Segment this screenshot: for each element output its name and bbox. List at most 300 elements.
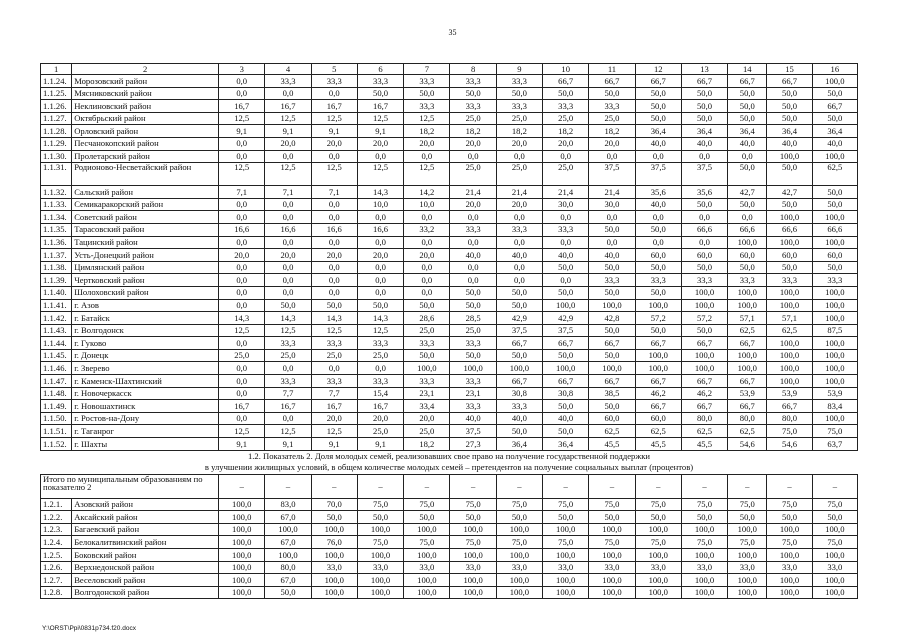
value-cell: 50,0	[728, 100, 767, 113]
value-cell: 100,0	[767, 337, 812, 350]
row-code: 1.2.2.	[41, 511, 72, 524]
value-cell: 0,0	[311, 274, 357, 287]
value-cell: 75,0	[635, 498, 681, 511]
value-cell: 50,0	[681, 87, 727, 100]
value-cell: 33,0	[404, 561, 450, 574]
value-cell: 20,0	[543, 137, 589, 150]
value-cell: 37,5	[450, 425, 496, 438]
value-cell: 100,0	[812, 211, 857, 224]
total-value-cell: –	[543, 474, 589, 498]
row-code: 1.2.1.	[41, 498, 72, 511]
value-cell: 50,0	[681, 112, 727, 125]
row-code: 1.1.34.	[41, 211, 72, 224]
column-number-header: 2	[72, 64, 219, 75]
value-cell: 100,0	[450, 549, 496, 562]
value-cell: 33,3	[496, 223, 542, 236]
value-cell: 50,0	[450, 349, 496, 362]
row-name: Веселовский район	[72, 574, 219, 587]
value-cell: 66,7	[589, 75, 635, 88]
value-cell: 66,7	[543, 75, 589, 88]
value-cell: 33,3	[450, 100, 496, 113]
value-cell: 0,0	[496, 211, 542, 224]
row-code: 1.2.3.	[41, 523, 72, 536]
total-value-cell: –	[311, 474, 357, 498]
value-cell: 50,0	[812, 112, 857, 125]
value-cell: 75,0	[543, 498, 589, 511]
value-cell: 75,0	[812, 536, 857, 549]
total-value-cell: –	[265, 474, 311, 498]
value-cell: 0,0	[265, 362, 311, 375]
row-code: 1.1.45.	[41, 349, 72, 362]
value-cell: 100,0	[589, 299, 635, 312]
row-code: 1.1.32.	[41, 186, 72, 199]
value-cell: 100,0	[589, 586, 635, 599]
table-row	[41, 150, 858, 163]
value-cell: 100,0	[767, 349, 812, 362]
value-cell: 50,0	[812, 87, 857, 100]
value-cell: 100,0	[635, 299, 681, 312]
value-cell: 75,0	[635, 536, 681, 549]
value-cell: 100,0	[635, 586, 681, 599]
value-cell: 75,0	[450, 498, 496, 511]
value-cell: 21,4	[589, 186, 635, 199]
value-cell: 66,7	[635, 400, 681, 413]
value-cell: 50,0	[543, 349, 589, 362]
table-row	[41, 498, 858, 511]
value-cell: 50,0	[496, 349, 542, 362]
row-name: г. Новочеркасск	[72, 387, 219, 400]
value-cell: 0,0	[219, 150, 265, 163]
table-row	[41, 549, 858, 562]
column-number-row	[41, 64, 858, 75]
table-row	[41, 511, 858, 524]
value-cell: 50,0	[635, 223, 681, 236]
value-cell: 7,1	[311, 186, 357, 199]
row-name: г. Каменск-Шахтинский	[72, 375, 219, 388]
row-name: Орловский район	[72, 125, 219, 138]
value-cell: 100,0	[767, 211, 812, 224]
table-row	[41, 274, 858, 287]
value-cell: 50,0	[767, 511, 812, 524]
value-cell: 14,3	[219, 312, 265, 325]
value-cell: 12,5	[404, 163, 450, 186]
value-cell: 20,0	[450, 137, 496, 150]
value-cell: 40,0	[589, 249, 635, 262]
value-cell: 100,0	[728, 286, 767, 299]
value-cell: 50,0	[767, 87, 812, 100]
value-cell: 9,1	[265, 125, 311, 138]
value-cell: 0,0	[219, 412, 265, 425]
value-cell: 50,0	[728, 87, 767, 100]
value-cell: 0,0	[589, 211, 635, 224]
value-cell: 33,0	[450, 561, 496, 574]
value-cell: 50,0	[496, 425, 542, 438]
value-cell: 42,9	[496, 312, 542, 325]
value-cell: 33,0	[496, 561, 542, 574]
value-cell: 33,3	[450, 375, 496, 388]
value-cell: 25,0	[450, 324, 496, 337]
value-cell: 0,0	[219, 211, 265, 224]
value-cell: 100,0	[543, 549, 589, 562]
value-cell: 50,0	[589, 261, 635, 274]
value-cell: 25,0	[357, 425, 403, 438]
value-cell: 75,0	[404, 498, 450, 511]
value-cell: 14,3	[311, 312, 357, 325]
value-cell: 0,0	[450, 236, 496, 249]
value-cell: 18,2	[404, 438, 450, 451]
value-cell: 100,0	[219, 536, 265, 549]
value-cell: 100,0	[635, 349, 681, 362]
value-cell: 0,0	[404, 274, 450, 287]
value-cell: 60,0	[635, 249, 681, 262]
value-cell: 25,0	[357, 349, 403, 362]
value-cell: 16,7	[219, 400, 265, 413]
value-cell: 16,6	[311, 223, 357, 236]
value-cell: 33,3	[450, 75, 496, 88]
value-cell: 18,2	[450, 125, 496, 138]
value-cell: 45,5	[589, 438, 635, 451]
row-name: г. Батайск	[72, 312, 219, 325]
value-cell: 100,0	[219, 498, 265, 511]
value-cell: 50,0	[496, 286, 542, 299]
value-cell: 50,0	[681, 324, 727, 337]
value-cell: 50,0	[450, 286, 496, 299]
row-code: 1.1.44.	[41, 337, 72, 350]
table-row	[41, 261, 858, 274]
row-name: Мясниковский район	[72, 87, 219, 100]
value-cell: 36,4	[496, 438, 542, 451]
value-cell: 100,0	[635, 574, 681, 587]
value-cell: 0,0	[311, 198, 357, 211]
row-name: Боковский район	[72, 549, 219, 562]
value-cell: 100,0	[767, 586, 812, 599]
value-cell: 62,5	[812, 163, 857, 186]
value-cell: 50,0	[543, 425, 589, 438]
section-title	[41, 450, 858, 474]
value-cell: 100,0	[496, 586, 542, 599]
value-cell: 16,7	[311, 400, 357, 413]
value-cell: 100,0	[404, 586, 450, 599]
value-cell: 66,7	[635, 75, 681, 88]
value-cell: 18,2	[589, 125, 635, 138]
value-cell: 67,0	[265, 511, 311, 524]
value-cell: 100,0	[767, 523, 812, 536]
value-cell: 66,7	[767, 75, 812, 88]
value-cell: 50,0	[589, 87, 635, 100]
column-number-header: 5	[311, 64, 357, 75]
value-cell: 100,0	[219, 561, 265, 574]
row-name: Родионово-Несветайский район	[72, 163, 219, 186]
section-title-line2: в улучшении жилищных условий, в общем количестве молодых семей – претендентов на получение социальных выплат (процентов)	[204, 462, 694, 473]
value-cell: 36,4	[543, 438, 589, 451]
value-cell: 16,6	[265, 223, 311, 236]
value-cell: 100,0	[728, 349, 767, 362]
column-number-header: 1	[41, 64, 72, 75]
row-code: 1.2.7.	[41, 574, 72, 587]
value-cell: 18,2	[404, 125, 450, 138]
value-cell: 50,0	[496, 299, 542, 312]
value-cell: 0,0	[357, 362, 403, 375]
value-cell: 66,6	[681, 223, 727, 236]
value-cell: 100,0	[767, 574, 812, 587]
value-cell: 60,0	[812, 249, 857, 262]
row-code: 1.1.51.	[41, 425, 72, 438]
value-cell: 0,0	[219, 375, 265, 388]
value-cell: 0,0	[496, 274, 542, 287]
value-cell: 66,7	[767, 400, 812, 413]
value-cell: 40,0	[496, 412, 542, 425]
value-cell: 25,0	[265, 349, 311, 362]
indicator-table-sheet	[40, 63, 858, 599]
value-cell: 33,3	[265, 337, 311, 350]
value-cell: 50,0	[635, 511, 681, 524]
value-cell: 0,0	[404, 236, 450, 249]
total-value-cell: –	[812, 474, 857, 498]
value-cell: 40,0	[635, 198, 681, 211]
value-cell: 37,5	[543, 324, 589, 337]
value-cell: 100,0	[728, 362, 767, 375]
value-cell: 33,3	[404, 375, 450, 388]
value-cell: 75,0	[767, 536, 812, 549]
table-row	[41, 586, 858, 599]
value-cell: 0,0	[543, 211, 589, 224]
value-cell: 33,3	[543, 223, 589, 236]
value-cell: 70,0	[311, 498, 357, 511]
row-name: г. Гуково	[72, 337, 219, 350]
row-code: 1.1.39.	[41, 274, 72, 287]
value-cell: 40,0	[496, 249, 542, 262]
value-cell: 0,0	[357, 150, 403, 163]
total-value-cell: –	[681, 474, 727, 498]
value-cell: 75,0	[496, 498, 542, 511]
value-cell: 0,0	[404, 211, 450, 224]
value-cell: 33,0	[589, 561, 635, 574]
value-cell: 100,0	[357, 549, 403, 562]
value-cell: 50,0	[681, 261, 727, 274]
value-cell: 0,0	[496, 150, 542, 163]
value-cell: 83,4	[812, 400, 857, 413]
value-cell: 66,7	[496, 337, 542, 350]
value-cell: 50,0	[589, 223, 635, 236]
value-cell: 0,0	[265, 211, 311, 224]
row-name: г. Донецк	[72, 349, 219, 362]
value-cell: 100,0	[812, 312, 857, 325]
value-cell: 0,0	[404, 150, 450, 163]
value-cell: 36,4	[635, 125, 681, 138]
value-cell: 12,5	[311, 163, 357, 186]
value-cell: 50,0	[543, 87, 589, 100]
value-cell: 12,5	[265, 112, 311, 125]
value-cell: 25,0	[589, 112, 635, 125]
value-cell: 60,0	[767, 249, 812, 262]
value-cell: 75,0	[404, 536, 450, 549]
row-name: Волгодонской район	[72, 586, 219, 599]
table-row	[41, 286, 858, 299]
value-cell: 50,0	[812, 511, 857, 524]
row-code: 1.1.41.	[41, 299, 72, 312]
value-cell: 50,0	[404, 511, 450, 524]
value-cell: 20,0	[265, 249, 311, 262]
value-cell: 100,0	[543, 523, 589, 536]
value-cell: 66,6	[767, 223, 812, 236]
value-cell: 0,0	[219, 261, 265, 274]
value-cell: 54,6	[767, 438, 812, 451]
value-cell: 0,0	[219, 87, 265, 100]
value-cell: 57,2	[635, 312, 681, 325]
table-row	[41, 375, 858, 388]
row-name: Тарасовский район	[72, 223, 219, 236]
value-cell: 50,0	[589, 286, 635, 299]
value-cell: 75,0	[767, 425, 812, 438]
row-name: Сальский район	[72, 186, 219, 199]
value-cell: 100,0	[812, 362, 857, 375]
row-code: 1.1.27.	[41, 112, 72, 125]
value-cell: 0,0	[450, 274, 496, 287]
row-code: 1.1.31.	[41, 163, 72, 186]
indicator-table	[40, 63, 858, 599]
value-cell: 25,0	[404, 425, 450, 438]
value-cell: 0,0	[311, 87, 357, 100]
value-cell: 100,0	[589, 523, 635, 536]
value-cell: 23,1	[404, 387, 450, 400]
value-cell: 75,0	[589, 536, 635, 549]
value-cell: 28,5	[450, 312, 496, 325]
value-cell: 100,0	[496, 574, 542, 587]
value-cell: 10,0	[404, 198, 450, 211]
value-cell: 62,5	[589, 425, 635, 438]
value-cell: 16,7	[265, 400, 311, 413]
value-cell: 100,0	[543, 299, 589, 312]
value-cell: 50,0	[543, 261, 589, 274]
row-name: г. Волгодонск	[72, 324, 219, 337]
value-cell: 20,0	[450, 198, 496, 211]
value-cell: 33,3	[265, 375, 311, 388]
value-cell: 30,8	[543, 387, 589, 400]
value-cell: 33,3	[404, 75, 450, 88]
value-cell: 16,7	[357, 400, 403, 413]
value-cell: 100,0	[635, 362, 681, 375]
row-name: Аксайский район	[72, 511, 219, 524]
value-cell: 12,5	[265, 324, 311, 337]
value-cell: 50,0	[812, 198, 857, 211]
value-cell: 75,0	[728, 536, 767, 549]
value-cell: 100,0	[219, 586, 265, 599]
value-cell: 12,5	[265, 425, 311, 438]
value-cell: 50,0	[496, 87, 542, 100]
value-cell: 33,0	[767, 561, 812, 574]
value-cell: 42,7	[728, 186, 767, 199]
value-cell: 100,0	[812, 586, 857, 599]
value-cell: 100,0	[635, 549, 681, 562]
value-cell: 20,0	[357, 412, 403, 425]
value-cell: 50,0	[681, 100, 727, 113]
value-cell: 0,0	[265, 261, 311, 274]
value-cell: 36,4	[728, 125, 767, 138]
value-cell: 0,0	[543, 150, 589, 163]
value-cell: 66,7	[728, 337, 767, 350]
value-cell: 100,0	[404, 549, 450, 562]
row-code: 1.1.33.	[41, 198, 72, 211]
value-cell: 100,0	[496, 362, 542, 375]
value-cell: 100,0	[812, 337, 857, 350]
value-cell: 37,5	[681, 163, 727, 186]
value-cell: 40,0	[635, 137, 681, 150]
value-cell: 100,0	[767, 150, 812, 163]
value-cell: 20,0	[265, 137, 311, 150]
value-cell: 100,0	[219, 549, 265, 562]
value-cell: 20,0	[357, 137, 403, 150]
value-cell: 50,0	[728, 112, 767, 125]
value-cell: 33,3	[728, 274, 767, 287]
column-number-header: 12	[635, 64, 681, 75]
value-cell: 50,0	[767, 112, 812, 125]
value-cell: 0,0	[635, 211, 681, 224]
total-value-cell: –	[767, 474, 812, 498]
table-row	[41, 324, 858, 337]
value-cell: 100,0	[728, 549, 767, 562]
total-row	[41, 474, 858, 498]
value-cell: 20,0	[311, 137, 357, 150]
value-cell: 25,0	[404, 324, 450, 337]
table-row	[41, 536, 858, 549]
value-cell: 100,0	[812, 574, 857, 587]
value-cell: 100,0	[357, 586, 403, 599]
value-cell: 16,6	[357, 223, 403, 236]
value-cell: 40,0	[767, 137, 812, 150]
column-number-header: 15	[767, 64, 812, 75]
value-cell: 53,9	[767, 387, 812, 400]
value-cell: 0,0	[219, 286, 265, 299]
value-cell: 100,0	[681, 286, 727, 299]
row-code: 1.1.38.	[41, 261, 72, 274]
value-cell: 20,0	[404, 412, 450, 425]
value-cell: 50,0	[681, 198, 727, 211]
value-cell: 0,0	[635, 150, 681, 163]
value-cell: 0,0	[681, 236, 727, 249]
value-cell: 37,5	[635, 163, 681, 186]
value-cell: 9,1	[357, 438, 403, 451]
value-cell: 66,7	[589, 337, 635, 350]
row-name: г. Зверево	[72, 362, 219, 375]
value-cell: 66,7	[728, 75, 767, 88]
value-cell: 30,8	[496, 387, 542, 400]
table-row	[41, 137, 858, 150]
row-code: 1.2.8.	[41, 586, 72, 599]
row-name: Семикаракорский район	[72, 198, 219, 211]
value-cell: 100,0	[357, 574, 403, 587]
column-number-header: 10	[543, 64, 589, 75]
value-cell: 33,3	[450, 337, 496, 350]
value-cell: 100,0	[311, 574, 357, 587]
value-cell: 100,0	[728, 236, 767, 249]
value-cell: 50,0	[543, 400, 589, 413]
table-row	[41, 236, 858, 249]
value-cell: 33,0	[311, 561, 357, 574]
value-cell: 75,0	[728, 498, 767, 511]
value-cell: 12,5	[265, 163, 311, 186]
value-cell: 50,0	[357, 299, 403, 312]
value-cell: 75,0	[589, 498, 635, 511]
table-row	[41, 223, 858, 236]
value-cell: 100,0	[543, 574, 589, 587]
column-number-header: 9	[496, 64, 542, 75]
value-cell: 33,3	[311, 337, 357, 350]
value-cell: 50,0	[450, 87, 496, 100]
value-cell: 50,0	[681, 511, 727, 524]
value-cell: 66,7	[589, 375, 635, 388]
table-row	[41, 186, 858, 199]
table-row	[41, 198, 858, 211]
